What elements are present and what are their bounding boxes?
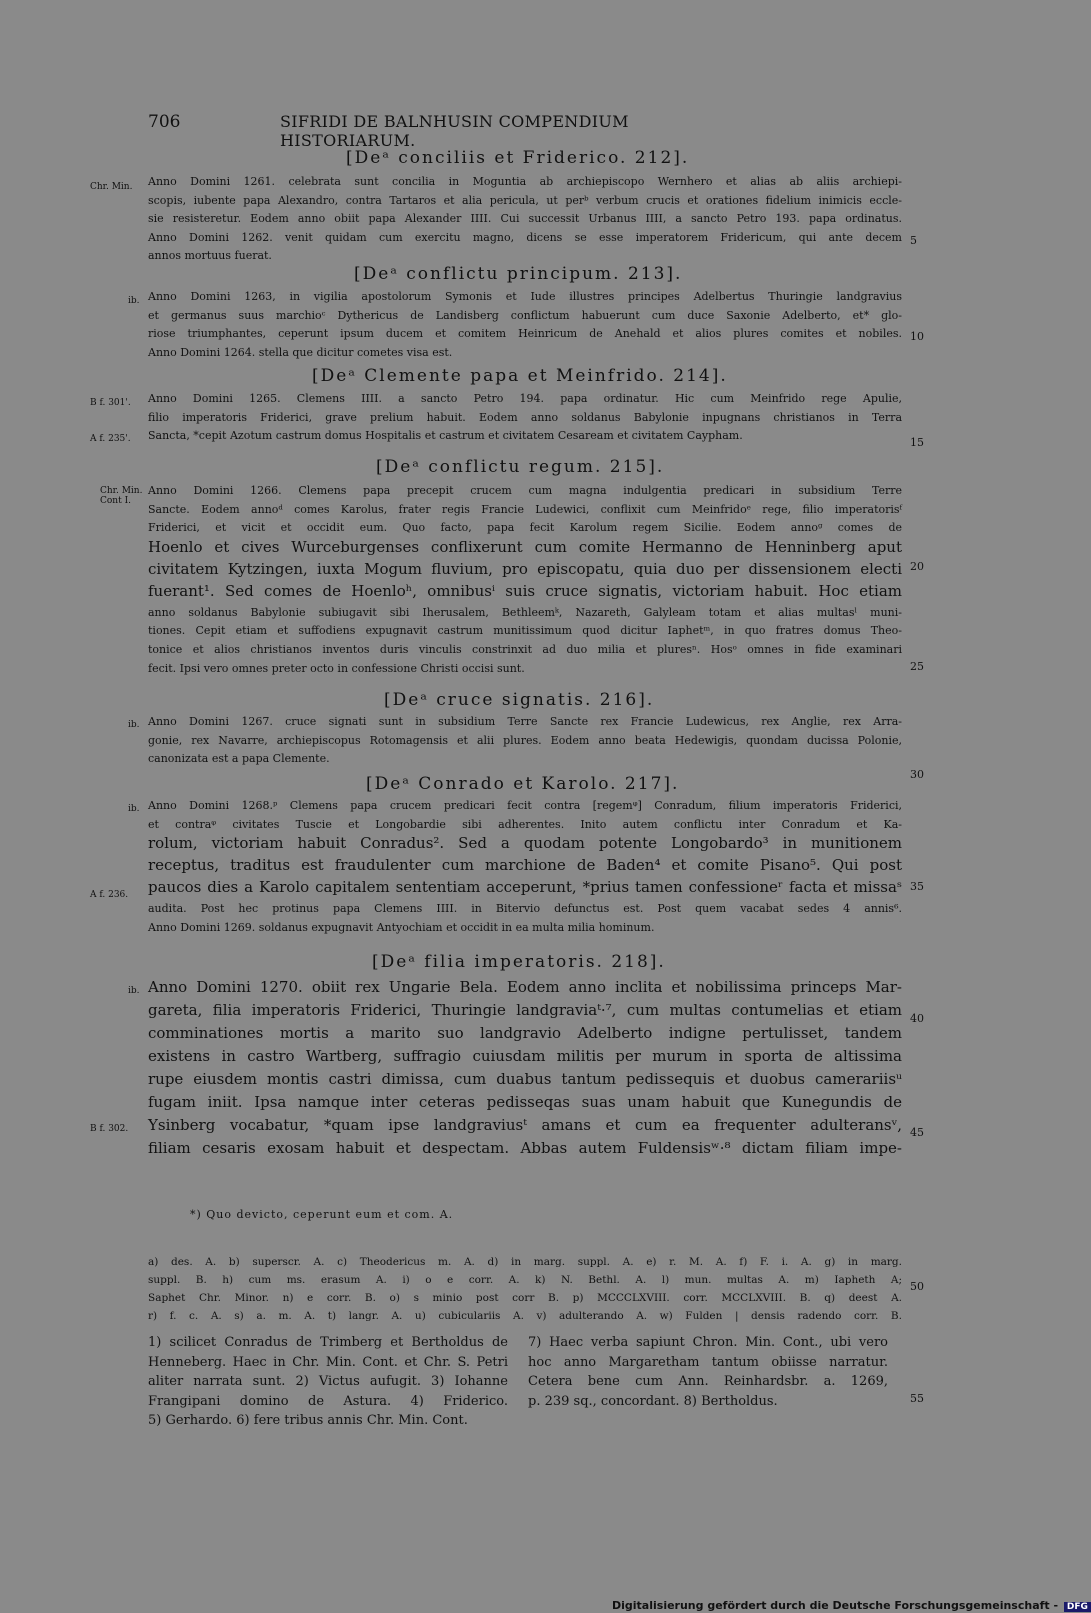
text-line: filio imperatoris Friderici, grave prelium habuit. Eodem anno soldanus Babylonie inpugnans christianos in Terra — [148, 410, 902, 424]
running-title: SIFRIDI DE BALNHUSIN COMPENDIUM HISTORIARUM. — [280, 112, 629, 150]
section-heading: [Deᵃ Conrado et Karolo. 217]. — [366, 774, 680, 794]
text-line: gareta, filia imperatoris Friderici, Thuringie landgraviaᵗ·⁷, cum multas contumelias et etiam — [148, 1001, 902, 1019]
text-line: fuerant¹. Sed comes de Hoenloʰ, omnibusⁱ suis cruce signatis, victoriam habuit. Hoc etiam — [148, 581, 902, 600]
line-number: 15 — [910, 436, 924, 449]
text-line: Anno Domini 1268.ᵖ Clemens papa crucem predicari fecit contra [regemᵠ] Conradum, filium imperatoris Friderici, — [148, 799, 902, 812]
line-number: 5 — [910, 234, 917, 247]
line-number: 55 — [910, 1392, 924, 1405]
margin-note: ib. — [128, 720, 140, 730]
apparatus-line: Saphet Chr. Minor. n) e corr. B. o) s minio post corr B. p) MCCCLXVIII. corr. MCCLXVIII. B. q) deest A. — [148, 1292, 902, 1304]
text-line: comminationes mortis a marito suo landgravio Adelberto indigne pertulisset, tandem — [148, 1024, 902, 1042]
note-line: 5) Gerhardo. 6) fere tribus annis Chr. Min. Cont. — [148, 1413, 468, 1428]
text-line: et contraᵠ civitates Tuscie et Longobardie sibi adherentes. Inito autem conflictu inter Conradum et Ka- — [148, 817, 902, 831]
text-line: tonice et alios christianos inventos duris vinculis constrinxit ad duo milia et pluresⁿ. Hosᵒ omnes in fide examinari — [148, 642, 902, 656]
line-number: 30 — [910, 768, 924, 781]
text-line: canonizata est a papa Clemente. — [148, 752, 330, 766]
text-line: et germanus suus marchioᶜ Dythericus de Landisberg conflictum habuerunt cum duce Saxonie Adelberto, et* glo- — [148, 308, 902, 322]
note-line: 1) scilicet Conradus de Trimberg et Bertholdus de — [148, 1335, 508, 1350]
line-number: 10 — [910, 330, 924, 343]
section-body — [148, 288, 902, 362]
text-line: receptus, traditus est fraudulenter cum marchione de Baden⁴ et comite Pisano⁵. Qui post — [148, 856, 902, 875]
text-line: anno soldanus Babylonie subiugavit sibi Iherusalem, Bethleemᵏ, Nazareth, Galyleam totam et alias multasˡ muni- — [148, 605, 902, 619]
margin-note: ib. — [128, 804, 140, 814]
text-line: Anno Domini 1270. obiit rex Ungarie Bela. Eodem anno inclita et nobilissima princeps Mar- — [148, 978, 902, 996]
digitization-credit — [612, 1599, 1091, 1612]
line-number: 50 — [910, 1280, 924, 1293]
margin-note: ib. — [128, 986, 140, 996]
text-line: Anno Domini 1269. soldanus expugnavit Antyochiam et occidit in ea multa milia hominum. — [148, 920, 655, 934]
notes-column-right — [528, 1333, 888, 1411]
line-number: 20 — [910, 560, 924, 573]
text-line: Hoenlo et cives Wurceburgenses conflixerunt cum comite Hermanno de Henninberg aput — [148, 537, 902, 556]
line-number: 25 — [910, 660, 924, 673]
note-line: aliter narrata sunt. 2) Victus aufugit. 3) Iohanne — [148, 1374, 508, 1389]
text-line: Anno Domini 1266. Clemens papa precepit crucem cum magna indulgentia predicari in subsidium Terre — [148, 484, 902, 497]
section-body — [148, 482, 902, 678]
section-heading: [Deᵃ Clemente papa et Meinfrido. 214]. — [312, 366, 728, 386]
text-line: paucos dies a Karolo capitalem sententiam acceperunt, *prius tamen confessioneʳ facta et missaˢ — [148, 878, 902, 897]
text-line: scopis, iubente papa Alexandro, contra Tartaros et alia pericula, ut perᵇ verbum crucis et orationes fidelium inimicis eccle- — [148, 193, 902, 207]
text-line: Anno Domini 1264. stella que dicitur cometes visa est. — [148, 345, 453, 359]
text-line: Friderici, et vicit et occidit eum. Quo facto, papa fecit Karolum regem Sicilie. Eodem annoᵍ comes de — [148, 521, 902, 535]
text-line: riose triumphantes, ceperunt ipsum ducem et comitem Heinricum de Anehald et alios plures comites et nobiles. — [148, 327, 902, 341]
section-heading: [Deᵃ cruce signatis. 216]. — [384, 690, 655, 710]
page-header — [148, 112, 768, 150]
text-line: tiones. Cepit etiam et suffodiens expugnavit castrum munitissimum quod dicitur Iaphetᵐ, in quo fratres domus Theo- — [148, 624, 902, 638]
text-line: Anno Domini 1265. Clemens IIII. a sancto Petro 194. papa ordinatur. Hic cum Meinfrido rege Apulie, — [148, 392, 902, 405]
text-line: gonie, rex Navarre, archiepiscopus Rotomagensis et alii plures. Eodem anno beata Hedewigis, quondam ducissa Polonie, — [148, 733, 902, 747]
text-line: Sancte. Eodem annoᵈ comes Karolus, frater regis Francie Ludewici, conflixit cum Meinfridoᵉ rege, filio imperatorisᶠ — [148, 502, 902, 516]
credit-text: Digitalisierung gefördert durch die Deutsche Forschungsgemeinschaft - — [612, 1599, 1059, 1612]
margin-note: B f. 301'. — [90, 398, 131, 408]
critical-apparatus — [148, 1253, 902, 1325]
text-line: annos mortuus fuerat. — [148, 249, 272, 263]
section-heading: [Deᵃ conflictu regum. 215]. — [376, 457, 665, 477]
text-line: rolum, victoriam habuit Conradus². Sed a quodam potente Longobardo³ in munitionem — [148, 834, 902, 853]
section-body — [148, 390, 902, 446]
note-line: Frangipani domino de Astura. 4) Friderico. — [148, 1393, 508, 1409]
text-line: rupe eiusdem montis castri dimissa, cum duabus tantum pedissequis et duobus camerariisᵘ — [148, 1070, 902, 1088]
margin-note: A f. 235'. — [90, 434, 131, 444]
page-number: 706 — [148, 112, 181, 132]
text-line: sie resisteretur. Eodem anno obiit papa Alexander IIII. Cui successit Urbanus IIII, a sancto Petro 193. papa ordinatus. — [148, 212, 902, 226]
section-body — [148, 978, 902, 1162]
section-body — [148, 713, 902, 769]
text-line: fugam iniit. Ipsa namque inter ceteras pedisseqas suas unam habuit que Kunegundis de — [148, 1093, 902, 1111]
line-number: 35 — [910, 880, 924, 893]
margin-note: A f. 236. — [90, 890, 129, 900]
text-line: audita. Post hec protinus papa Clemens IIII. in Bitervio defunctus est. Post quem vacabat sedes 4 annis⁶. — [148, 902, 902, 916]
text-line: Anno Domini 1263, in vigilia apostolorum Symonis et Iude illustres principes Adelbertus Thuringie landgravius — [148, 290, 902, 303]
margin-note: Chr. Min. Cont I. — [100, 486, 143, 506]
text-line: Sancta, *cepit Azotum castrum domus Hospitalis et castrum et civitatem Cesaream et civitatem Caypham. — [148, 429, 743, 443]
note-line: Cetera bene cum Ann. Reinhardsbr. a. 1269, — [528, 1374, 888, 1389]
text-line: existens in castro Wartberg, suffragio cuiusdam militis per murum in sporta de altissima — [148, 1047, 902, 1065]
text-line: Ysinberg vocabatur, *quam ipse landgraviusᵗ amans et cum ea frequenter adulteransᵛ, — [148, 1116, 902, 1134]
apparatus-line: suppl. B. h) cum ms. erasum A. i) o e corr. A. k) N. Bethl. A. l) mun. multas A. m) Iapheth A; — [148, 1274, 902, 1286]
margin-note: B f. 302. — [90, 1124, 129, 1134]
text-line: Anno Domini 1261. celebrata sunt concilia in Moguntia ab archiepiscopo Wernhero et alias ab aliis archiepi- — [148, 175, 902, 188]
section-heading: [Deᵃ conciliis et Friderico. 212]. — [346, 148, 690, 168]
apparatus-line: r) f. c. A. s) a. m. A. t) langr. A. u) cubiculariis A. v) adulterando A. w) Fulden | densis radendo corr. B. — [148, 1310, 902, 1322]
dfg-logo: DFG — [1064, 1602, 1091, 1612]
text-line: Anno Domini 1267. cruce signati sunt in subsidium Terre Sancte rex Francie Ludewicus, rex Anglie, rex Arra- — [148, 715, 902, 728]
text-line: filiam cesaris exosam habuit et despectam. Abbas autem Fuldensisʷ·⁸ dictam filiam impe- — [148, 1139, 902, 1157]
apparatus-line: a) des. A. b) superscr. A. c) Theodericus m. A. d) in marg. suppl. A. e) r. M. A. f) F. i. A. g) in marg. — [148, 1256, 902, 1268]
note-line: 7) Haec verba sapiunt Chron. Min. Cont., ubi vero — [528, 1335, 888, 1350]
section-heading: [Deᵃ conflictu principum. 213]. — [354, 264, 683, 284]
margin-note: Chr. Min. — [90, 182, 133, 192]
section-body — [148, 797, 902, 937]
line-number: 45 — [910, 1126, 924, 1139]
margin-note: ib. — [128, 296, 140, 306]
text-line: Anno Domini 1262. venit quidam cum exercitu magno, dicens se esse imperatorem Fridericum, qui ante decem — [148, 230, 902, 244]
section-heading: [Deᵃ filia imperatoris. 218]. — [372, 952, 666, 972]
note-line: Henneberg. Haec in Chr. Min. Cont. et Chr. S. Petri — [148, 1354, 508, 1370]
section-body — [148, 173, 902, 266]
notes-column-left — [148, 1333, 508, 1431]
line-number: 40 — [910, 1012, 924, 1025]
text-line: civitatem Kytzingen, iuxta Mogum fluvium, pro episcopatu, quia duo per dissensionem electi — [148, 559, 902, 578]
footnote-star: *) Quo devicto, ceperunt eum et com. A. — [190, 1208, 454, 1221]
note-line: p. 239 sq., concordant. 8) Bertholdus. — [528, 1393, 778, 1409]
note-line: hoc anno Margaretham tantum obiisse narratur. — [528, 1354, 888, 1370]
text-line: fecit. Ipsi vero omnes preter octo in confessione Christi occisi sunt. — [148, 661, 525, 675]
